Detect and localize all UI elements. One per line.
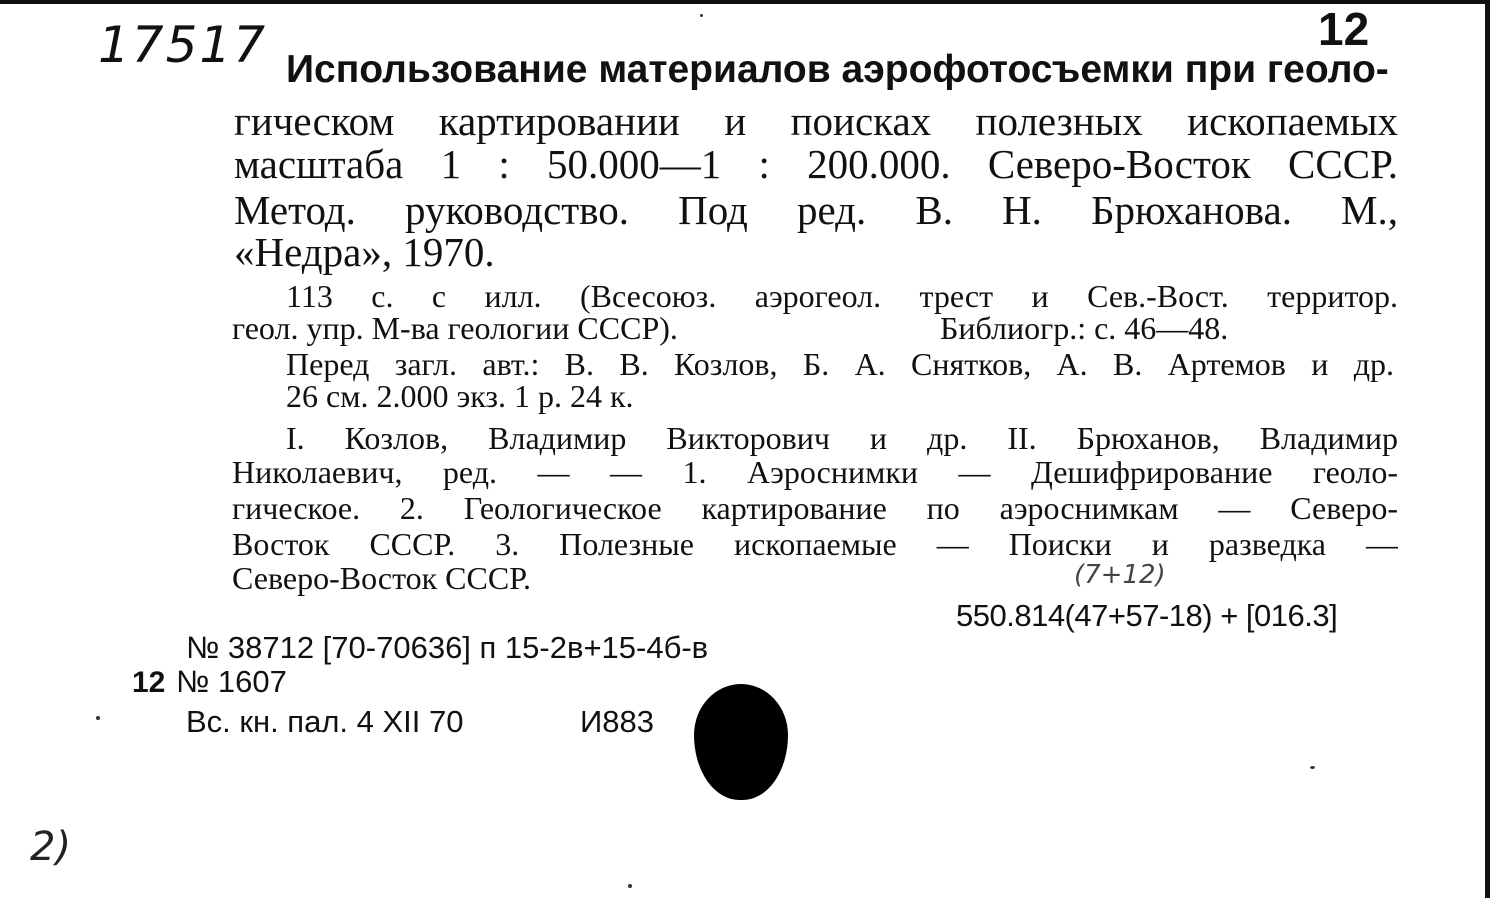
tracings-line-3: гическое. 2. Геологическое картирование по аэроснимкам — Северо- — [232, 490, 1398, 526]
title-line-2: гическом картировании и поисках полезных ископаемых — [234, 98, 1398, 144]
copy-number: № 1607 — [176, 664, 287, 699]
copy-prefix: 12 — [132, 666, 166, 699]
handwritten-mark: (7+12) — [1074, 560, 1166, 590]
title-line-3: масштаба 1 : 50.000—1 : 200.000. Северо-Восток СССР. — [234, 141, 1398, 187]
ink-blot — [694, 684, 788, 800]
tracings-line-5: Северо-Восток СССР. — [232, 560, 531, 596]
speck — [96, 716, 100, 720]
collation-line-2a: геол. упр. М-ва геологии СССР). — [232, 310, 678, 346]
tracings-line-4: Восток СССР. 3. Полезные ископаемые — Поиски и разведка — — [232, 526, 1398, 562]
speck — [700, 14, 703, 17]
title-line-4: Метод. руководство. Под ред. В. Н. Брюханова. М., — [234, 187, 1398, 233]
speck — [628, 884, 632, 888]
collation-bibliography: Библиогр.: с. 46—48. — [940, 310, 1229, 346]
title-line-1: Использование материалов аэрофотосъемки при геоло- — [286, 48, 1389, 91]
registration-number: № 38712 [70-70636] п 15-2в+15-4б-в — [186, 630, 709, 665]
book-chamber-date: Вс. кн. пал. 4 XII 70 — [186, 704, 464, 739]
handwritten-accession-number: 17517 — [98, 16, 268, 74]
corner-handwritten-mark: 2) — [30, 824, 72, 870]
index-code: И883 — [580, 704, 655, 739]
card-number: 12 — [1318, 3, 1370, 55]
authors-note-line-2: 26 см. 2.000 экз. 1 р. 24 к. — [286, 378, 634, 414]
tracings-line-2: Николаевич, ред. — — 1. Аэроснимки — Дешифрирование геоло- — [232, 454, 1398, 490]
tracings-line-1: I. Козлов, Владимир Викторович и др. II. Брюханов, Владимир — [286, 420, 1398, 456]
collation-line-1: 113 с. с илл. (Всесоюз. аэрогеол. трест и Сев.-Вост. территор. — [286, 278, 1398, 314]
title-line-5: «Недра», 1970. — [234, 229, 495, 275]
authors-note-line-1: Перед загл. авт.: В. В. Козлов, Б. А. Снятков, А. В. Артемов и др. — [286, 346, 1394, 382]
speck — [1310, 766, 1315, 769]
udc-classification: 550.814(47+57-18) + [016.3] — [956, 598, 1338, 633]
